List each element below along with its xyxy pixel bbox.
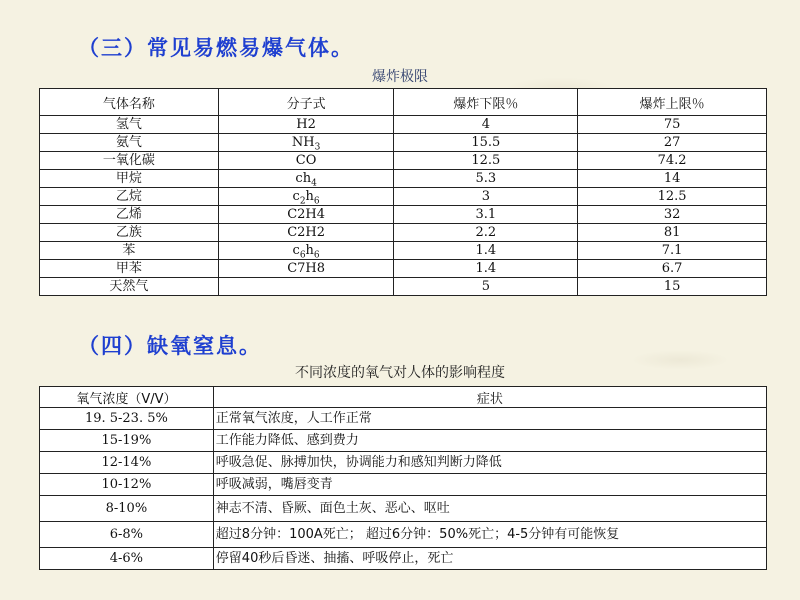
concentration-cell: 6-8%: [40, 522, 214, 548]
lower-limit-cell: 3: [394, 188, 578, 206]
concentration-cell: 12-14%: [40, 452, 214, 474]
header-lower-limit: 爆炸下限％: [394, 89, 578, 116]
upper-limit-cell: 32: [578, 206, 767, 224]
table-row: [40, 188, 767, 206]
formula-cell: [218, 278, 394, 296]
concentration-cell: 15-19%: [40, 430, 214, 452]
table-row: [40, 408, 767, 430]
table-row: [40, 152, 767, 170]
symptom-cell: 超过8分钟：100A死亡； 超过6分钟：50%死亡；4-5分钟有可能恢复: [213, 522, 766, 548]
formula-cell: C2H2: [218, 224, 394, 242]
gas-name-cell: 天然气: [40, 278, 219, 296]
symptom-cell: 停留40秒后昏迷、抽搐、呼吸停止，死亡: [213, 548, 766, 570]
table-row: [40, 242, 767, 260]
upper-limit-cell: 14: [578, 170, 767, 188]
header-formula: 分子式: [218, 89, 394, 116]
table-header-row: [40, 89, 767, 116]
upper-limit-cell: 15: [578, 278, 767, 296]
table-row: [40, 224, 767, 242]
section-3-title: （三）常见易燃易爆气体。: [78, 36, 354, 60]
table-row: [40, 116, 767, 134]
symptom-cell: 工作能力降低、感到费力: [213, 430, 766, 452]
concentration-cell: 19. 5-23. 5%: [40, 408, 214, 430]
formula-cell: $NH_3$: [218, 134, 394, 152]
header-gas-name: 气体名称: [40, 89, 219, 116]
upper-limit-cell: 12.5: [578, 188, 767, 206]
gas-name-cell: 氨气: [40, 134, 219, 152]
gas-name-cell: 乙烷: [40, 188, 219, 206]
concentration-cell: 4-6%: [40, 548, 214, 570]
formula-cell: $ch_4$: [218, 170, 394, 188]
gas-name-cell: 乙族: [40, 224, 219, 242]
table-row: [40, 452, 767, 474]
gas-name-cell: 甲烷: [40, 170, 219, 188]
oxygen-effects-table: [39, 386, 767, 570]
header-upper-limit: 爆炸上限％: [578, 89, 767, 116]
table-row: [40, 522, 767, 548]
table-row: [40, 278, 767, 296]
symptom-cell: 呼吸减弱，嘴唇变青: [213, 474, 766, 496]
header-symptom: 症状: [213, 387, 766, 408]
explosion-limits-table: [39, 88, 767, 296]
lower-limit-cell: 15.5: [394, 134, 578, 152]
gas-name-cell: 乙烯: [40, 206, 219, 224]
gas-name-cell: 氢气: [40, 116, 219, 134]
lower-limit-cell: 3.1: [394, 206, 578, 224]
table-row: [40, 206, 767, 224]
formula-cell: H2: [218, 116, 394, 134]
lower-limit-cell: 5.3: [394, 170, 578, 188]
upper-limit-cell: 75: [578, 116, 767, 134]
gas-name-cell: 苯: [40, 242, 219, 260]
lower-limit-cell: 4: [394, 116, 578, 134]
concentration-cell: 8-10%: [40, 496, 214, 522]
upper-limit-cell: 74.2: [578, 152, 767, 170]
table-row: [40, 474, 767, 496]
symptom-cell: 呼吸急促、脉搏加快，协调能力和感知判断力降低: [213, 452, 766, 474]
formula-cell: CO: [218, 152, 394, 170]
section-4-title: （四）缺氧窒息。: [78, 334, 262, 358]
table1-caption: 爆炸极限: [372, 69, 428, 85]
table-header-row: [40, 387, 767, 408]
lower-limit-cell: 1.4: [394, 242, 578, 260]
upper-limit-cell: 81: [578, 224, 767, 242]
formula-cell: C7H8: [218, 260, 394, 278]
formula-cell: $c_2h_6$: [218, 188, 394, 206]
table2-caption: 不同浓度的氧气对人体的影响程度: [295, 365, 505, 381]
concentration-cell: 10-12%: [40, 474, 214, 496]
upper-limit-cell: 7.1: [578, 242, 767, 260]
upper-limit-cell: 6.7: [578, 260, 767, 278]
gas-name-cell: 一氧化碳: [40, 152, 219, 170]
lower-limit-cell: 5: [394, 278, 578, 296]
table-row: [40, 170, 767, 188]
table-row: [40, 134, 767, 152]
upper-limit-cell: 27: [578, 134, 767, 152]
formula-cell: $c_6h_6$: [218, 242, 394, 260]
table-row: [40, 430, 767, 452]
lower-limit-cell: 1.4: [394, 260, 578, 278]
table-row: [40, 260, 767, 278]
symptom-cell: 正常氧气浓度，人工作正常: [213, 408, 766, 430]
gas-name-cell: 甲苯: [40, 260, 219, 278]
lower-limit-cell: 12.5: [394, 152, 578, 170]
header-oxygen-concentration: 氧气浓度（V/V）: [40, 387, 214, 408]
formula-cell: C2H4: [218, 206, 394, 224]
table-row: [40, 496, 767, 522]
symptom-cell: 神志不清、昏厥、面色土灰、恶心、呕吐: [213, 496, 766, 522]
table-row: [40, 548, 767, 570]
lower-limit-cell: 2.2: [394, 224, 578, 242]
